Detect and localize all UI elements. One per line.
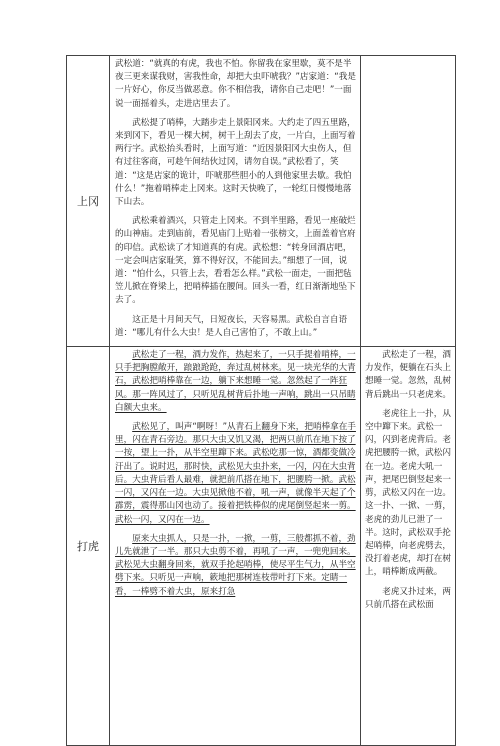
lesson-table: [66, 55, 456, 746]
summary-paragraph: 老虎又扑过来，两只前爪搭在武松面: [365, 586, 451, 610]
section-content: [110, 347, 361, 746]
table-row: [67, 56, 456, 347]
paragraph: 武松见了，叫声“啊呀！”从青石上翻身下来，把哨棒拿在手里，闪在青石旁边。那只大虫又饥又渴，把两只前爪在地下按了一按，望上一扑，从半空里蹿下来。武松吃那一惊，酒都变做冷汗出了。说时迟，那时快，武松见大虫扑来，一闪，闪在大虫背后。大虫背后看人最难，就把前爪搭在地下，把腰胯一掀。武松一闪，又闪在一边。大虫见掀他不着，吼一声，就像半天起了个霹雳，震得那山冈也动了。接着把铁棒似的虎尾倒竖起来一剪。武松一闪，又闪在一边。: [115, 422, 356, 525]
section-label: 打虎: [67, 347, 110, 746]
summary-paragraph: 武松走了一程，酒力发作，便躺在石头上想睡一觉。忽然，乱树背后跳出一只老虎来。: [365, 350, 451, 400]
section-content: [110, 56, 361, 347]
paragraph: 原来大虫抓人，只是一扑，一掀，一剪，三般都抓不着，劲儿先就泄了一半。那只大虫剪不着，再吼了一声，一兜兜回来。武松见大虫翻身回来，就双手抡起哨棒，使尽平生气力，从半空劈下来。只听见一声响，簌地把那树连枝带叶打下来。定睛一看，一棒劈不着大虫，原来打急: [115, 533, 356, 597]
section-summary: [361, 347, 456, 746]
paragraph: 武松乘着酒兴，只管走上冈来。不到半里路，看见一座破烂的山神庙。走到庙前，看见庙门上贴着一张榜文，上面盖着官府的印信。武松读了才知道真的有虎。武松想：“转身回酒店吧，一定会叫店家耻笑，算不得好汉，不能回去。”细想了一回，说道：“怕什么，只管上去，看看怎么样。”武松一面走，一面把毡笠儿掀在脊梁上，把哨棒插在腰间。回头一看，红日渐渐地坠下去了。: [115, 216, 356, 306]
paragraph: 武松走了一程，酒力发作，热起来了，一只手提着哨棒，一只手把胸膛敞开，踉踉跄跄，奔过乱树林来。见一块光华的大青石，武松把哨棒靠在一边，躺下来想睡一觉。忽然起了一阵狂风。那一阵风过了，只听见乱树背后扑地一声响，跳出一只吊睛白额大虫来。: [115, 350, 356, 413]
paragraph: 武松提了哨棒，大踏步走上景阳冈来。大约走了四五里路，来到冈下，看见一棵大树，树干上刮去了皮，一片白，上面写着两行字。武松抬头看时，上面写道：“近因景阳冈大虫伤人，但有过往客商，可趁午间结伙过冈，请勿自误。”武松看了，笑道：“这是店家的诡计，吓唬那些胆小的人到他家里去歇。我怕什么！”拖着哨棒走上冈来。这时天快晚了，一轮红日慢慢地落下山去。: [115, 117, 356, 208]
paragraph: 这正是十月间天气，日短夜长，天容易黑。武松自言自语道：“哪儿有什么大虫！是人自己害怕了，不敢上山。”: [115, 314, 348, 338]
section-summary: [361, 56, 456, 347]
table-row: [67, 347, 456, 746]
paragraph: 武松道：“就真的有虎，我也不怕。你留我在家里歇，莫不是半夜三更来谋我财，害我性命，却把大虫吓唬我？”店家道：“我是一片好心，你反当做恶意。你不相信我，请你自己走吧！”一面说一面摇着头，走进店里去了。: [115, 59, 356, 109]
summary-paragraph: 老虎往上一扑，从空中蹿下来。武松一闪，闪到老虎背后。老虎把腰胯一掀，武松闪在一边。老虎大吼一声，把尾巴倒竖起来一剪，武松又闪在一边。这一扑、一掀、一剪，老虎的劲儿已泄了一半。这时，武松双手抡起哨棒，向老虎劈去，没打着老虎，却打在树上，哨棒断成两截。: [365, 408, 451, 578]
section-label: 上冈: [67, 56, 110, 347]
